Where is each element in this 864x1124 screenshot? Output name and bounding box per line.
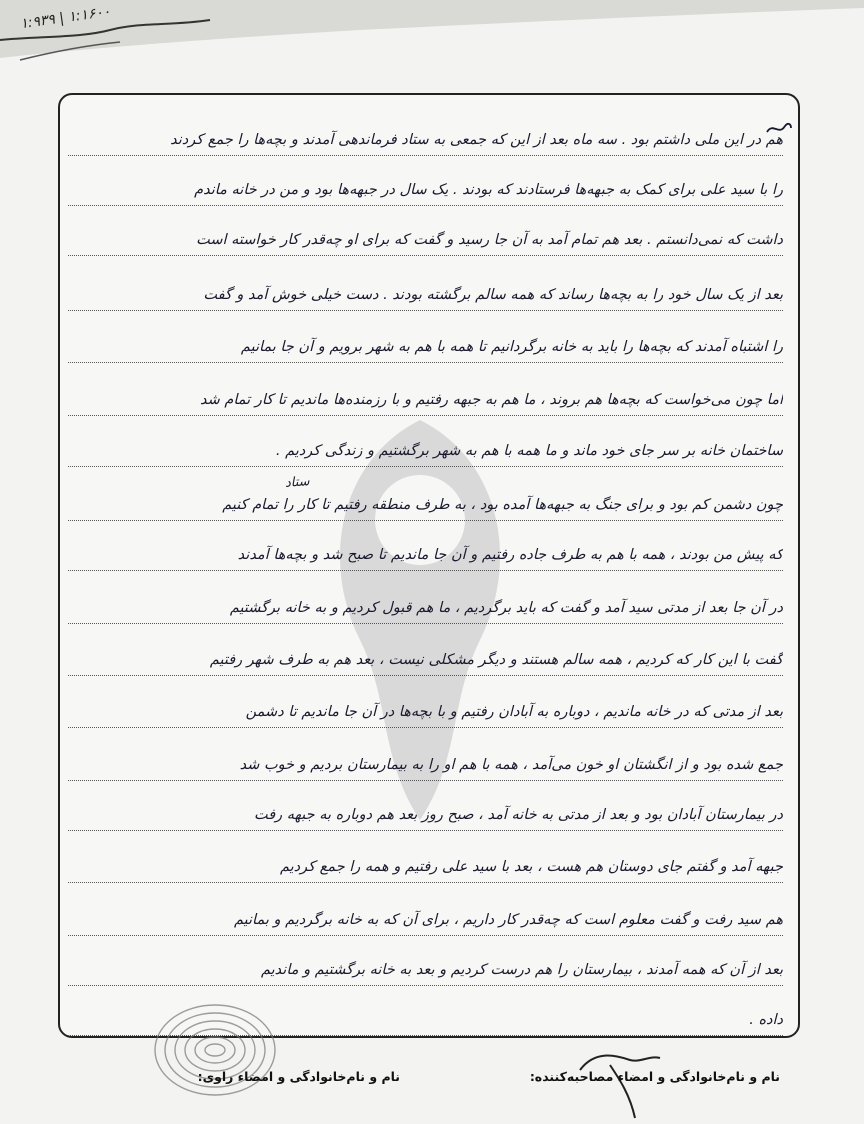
text-line: جمع شده بود و از انگشتان او خون می‌آمد ، همه با هم او را به بیمارستان بردیم و خوب شد <box>68 750 783 781</box>
signature-footer <box>58 1064 800 1094</box>
torn-top-edge <box>0 0 864 90</box>
header-scribble: ۱:۹۳۹ | ۱:۱۶۰۰ <box>19 3 112 33</box>
narrator-signature-label: نام و نام‌خانوادگی و امضاء راوی: <box>197 1069 400 1084</box>
margin-note: ستاد <box>284 474 311 491</box>
text-line: در آن جا بعد از مدتی سید آمد و گفت که باید برگردیم ، ما هم قبول کردیم و به خانه برگشتیم <box>68 593 783 624</box>
text-line: بعد از آن که همه آمدند ، بیمارستان را هم درست کردیم و بعد به خانه برگشتیم و ماندیم <box>68 955 783 986</box>
interviewer-signature-label: نام و نام‌خانوادگی و امضاء مصاحبه‌کننده: <box>529 1069 780 1084</box>
text-line: را با سید علی برای کمک به جبهه‌ها فرستادند که بودند . یک سال در جبهه‌ها بود و من در خانه ماندم <box>68 175 783 206</box>
text-line: که پیش من بودند ، همه با هم به طرف جاده رفتیم و آن جا ماندیم تا صبح شد و بچه‌ها آمدند <box>68 540 783 571</box>
text-line: هم سید رفت و گفت معلوم است که چه‌قدر کار داریم ، برای آن که به خانه برگردیم و بمانیم <box>68 905 783 936</box>
corner-mark <box>778 108 779 109</box>
text-line: داشت که نمی‌دانستم . بعد هم تمام آمد به آن جا رسید و گفت که برای او چه‌قدر کار خواسته است <box>68 225 783 256</box>
text-line: در بیمارستان آبادان بود و بعد از مدتی به خانه آمد ، صبح روز بعد هم دوباره به جبهه رفت <box>68 800 783 831</box>
text-line: چون دشمن کم بود و برای جنگ به جبهه‌ها آمده بود ، به طرف منطقه رفتیم تا کار را تمام کنیم <box>68 490 783 521</box>
text-line: ساختمان خانه بر سر جای خود ماند و ما همه با هم به شهر برگشتیم و زندگی کردیم . <box>68 436 783 467</box>
text-line: هم در این ملی داشتم بود . سه ماه بعد از این که جمعی به ستاد فرماندهی آمدند و بچه‌ها را جمع کردند <box>68 125 783 156</box>
text-line: جبهه آمد و گفتم جای دوستان هم هست ، بعد با سید علی رفتیم و همه را جمع کردیم <box>68 852 783 883</box>
text-line: اما چون می‌خواست که بچه‌ها هم بروند ، ما هم به جبهه رفتیم و با رزمنده‌ها ماندیم تا کار تمام شد <box>68 385 783 416</box>
text-line: بعد از مدتی که در خانه ماندیم ، دوباره به آبادان رفتیم و با بچه‌ها در آن جا ماندیم تا دشمن <box>68 697 783 728</box>
text-line: را اشتباه آمدند که بچه‌ها را باید به خانه برگردانیم تا همه با هم به شهر برویم و آن جا بمانیم <box>68 332 783 363</box>
text-line: بعد از یک سال خود را به بچه‌ها رساند که همه سالم برگشته بودند . دست خیلی خوش آمد و گفت <box>68 280 783 311</box>
text-line: داده . <box>68 1005 783 1036</box>
text-line: گفت با این کار که کردیم ، همه سالم هستند و دیگر مشکلی نیست ، بعد هم به طرف شهر رفتیم <box>68 645 783 676</box>
